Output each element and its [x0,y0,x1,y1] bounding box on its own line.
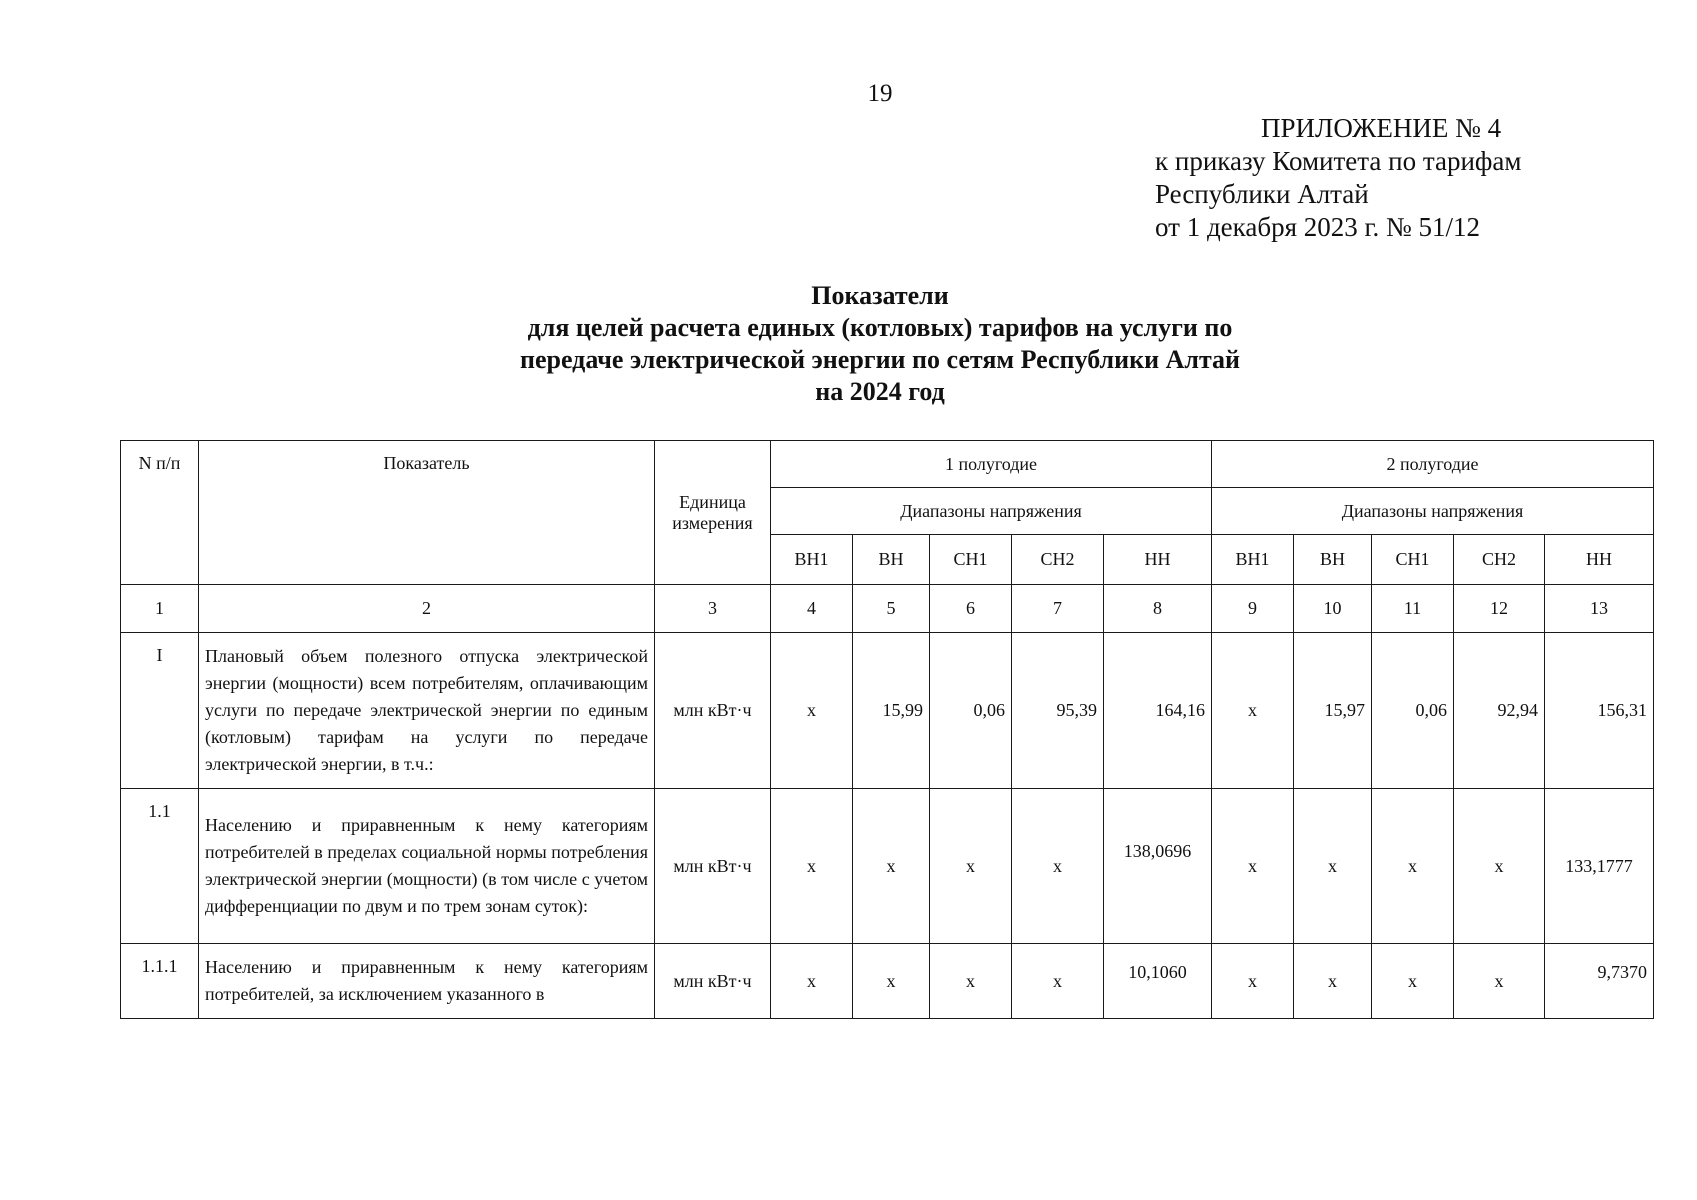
header-level: ВН1 [1212,535,1294,585]
row-value: х [1212,789,1294,944]
appendix-line-date: от 1 декабря 2023 г. № 51/12 [1155,212,1481,242]
row-value: х [1012,944,1104,1019]
row-unit: млн кВт·ч [655,944,771,1019]
column-number: 1 [121,585,199,633]
row-value: 0,06 [1372,633,1454,789]
row-value: 133,1777 [1545,789,1654,944]
row-value: х [771,944,853,1019]
header-num: N п/п [121,441,199,585]
appendix-title: ПРИЛОЖЕНИЕ № 4 [1261,113,1502,143]
row-value: х [771,633,853,789]
header-ranges-1: Диапазоны напряжения [771,488,1212,535]
row-value: х [930,789,1012,944]
header-level: ВН [853,535,930,585]
row-value: х [1372,944,1454,1019]
row-value: 0,06 [930,633,1012,789]
row-value: 15,99 [853,633,930,789]
header-ranges-2: Диапазоны напряжения [1212,488,1654,535]
row-value: х [1212,944,1294,1019]
row-value: х [1212,633,1294,789]
title-line-3: передаче электрической энергии по сетям Республики Алтай [519,345,1241,374]
table-row [121,633,1654,789]
header-half-2: 2 полугодие [1212,441,1654,488]
column-number: 11 [1372,585,1454,633]
column-number: 9 [1212,585,1294,633]
table-row [121,789,1654,944]
column-number: 8 [1104,585,1212,633]
header-level: СН2 [1012,535,1104,585]
row-indicator: Плановый объем полезного отпуска электрической энергии (мощности) всем потребителям, оплачивающим услуги по передаче электрической энергии по единым (котловым) тарифам на услуги по передаче электрической энергии, в т.ч.: [199,633,655,789]
appendix-line-republic: Республики Алтай [1155,179,1369,209]
header-level: ВН1 [771,535,853,585]
row-value: х [853,944,930,1019]
row-num: 1.1 [121,789,199,944]
header-row-1 [121,441,1654,488]
table-row [121,944,1654,1019]
row-value: 138,0696 [1104,789,1212,944]
header-unit: Единица измерения [655,441,771,585]
indicators-table [120,440,1654,1019]
column-number: 13 [1545,585,1654,633]
row-value: 156,31 [1545,633,1654,789]
row-value: 95,39 [1012,633,1104,789]
column-number: 2 [199,585,655,633]
row-indicator: Населению и приравненным к нему категориям потребителей, за исключением указанного в [199,944,655,1019]
header-level: СН1 [1372,535,1454,585]
column-number: 7 [1012,585,1104,633]
row-value: х [853,789,930,944]
row-num: I [121,633,199,789]
row-value: х [1294,789,1372,944]
appendix-block [1155,112,1521,244]
row-value: х [771,789,853,944]
header-level: НН [1104,535,1212,585]
column-number-row [121,585,1654,633]
page-number: 19 [867,80,893,107]
title-line-1: Показатели [811,281,949,310]
header-level: СН2 [1454,535,1545,585]
header-indicator: Показатель [199,441,655,585]
row-indicator: Населению и приравненным к нему категориям потребителей в пределах социальной нормы потребления электрической энергии (мощности) (в том числе с учетом дифференциации по двум и по трем зонам суток): [199,789,655,944]
row-value: 92,94 [1454,633,1545,789]
row-unit: млн кВт·ч [655,789,771,944]
row-value: х [1012,789,1104,944]
column-number: 6 [930,585,1012,633]
column-number: 4 [771,585,853,633]
column-number: 10 [1294,585,1372,633]
column-number: 5 [853,585,930,633]
row-value: х [930,944,1012,1019]
column-number: 3 [655,585,771,633]
row-unit: млн кВт·ч [655,633,771,789]
column-number: 12 [1454,585,1545,633]
header-level: СН1 [930,535,1012,585]
title-line-2: для целей расчета единых (котловых) тарифов на услуги по [527,313,1233,342]
row-value: 9,7370 [1545,944,1654,1019]
row-value: х [1454,944,1545,1019]
row-value: 15,97 [1294,633,1372,789]
document-title [360,280,1400,408]
appendix-line-order: к приказу Комитета по тарифам [1155,146,1522,176]
row-num: 1.1.1 [121,944,199,1019]
title-line-4: на 2024 год [815,377,945,406]
row-value: 10,1060 [1104,944,1212,1019]
header-half-1: 1 полугодие [771,441,1212,488]
row-value: 164,16 [1104,633,1212,789]
header-level: НН [1545,535,1654,585]
row-value: х [1372,789,1454,944]
row-value: х [1294,944,1372,1019]
row-value: х [1454,789,1545,944]
header-level: ВН [1294,535,1372,585]
